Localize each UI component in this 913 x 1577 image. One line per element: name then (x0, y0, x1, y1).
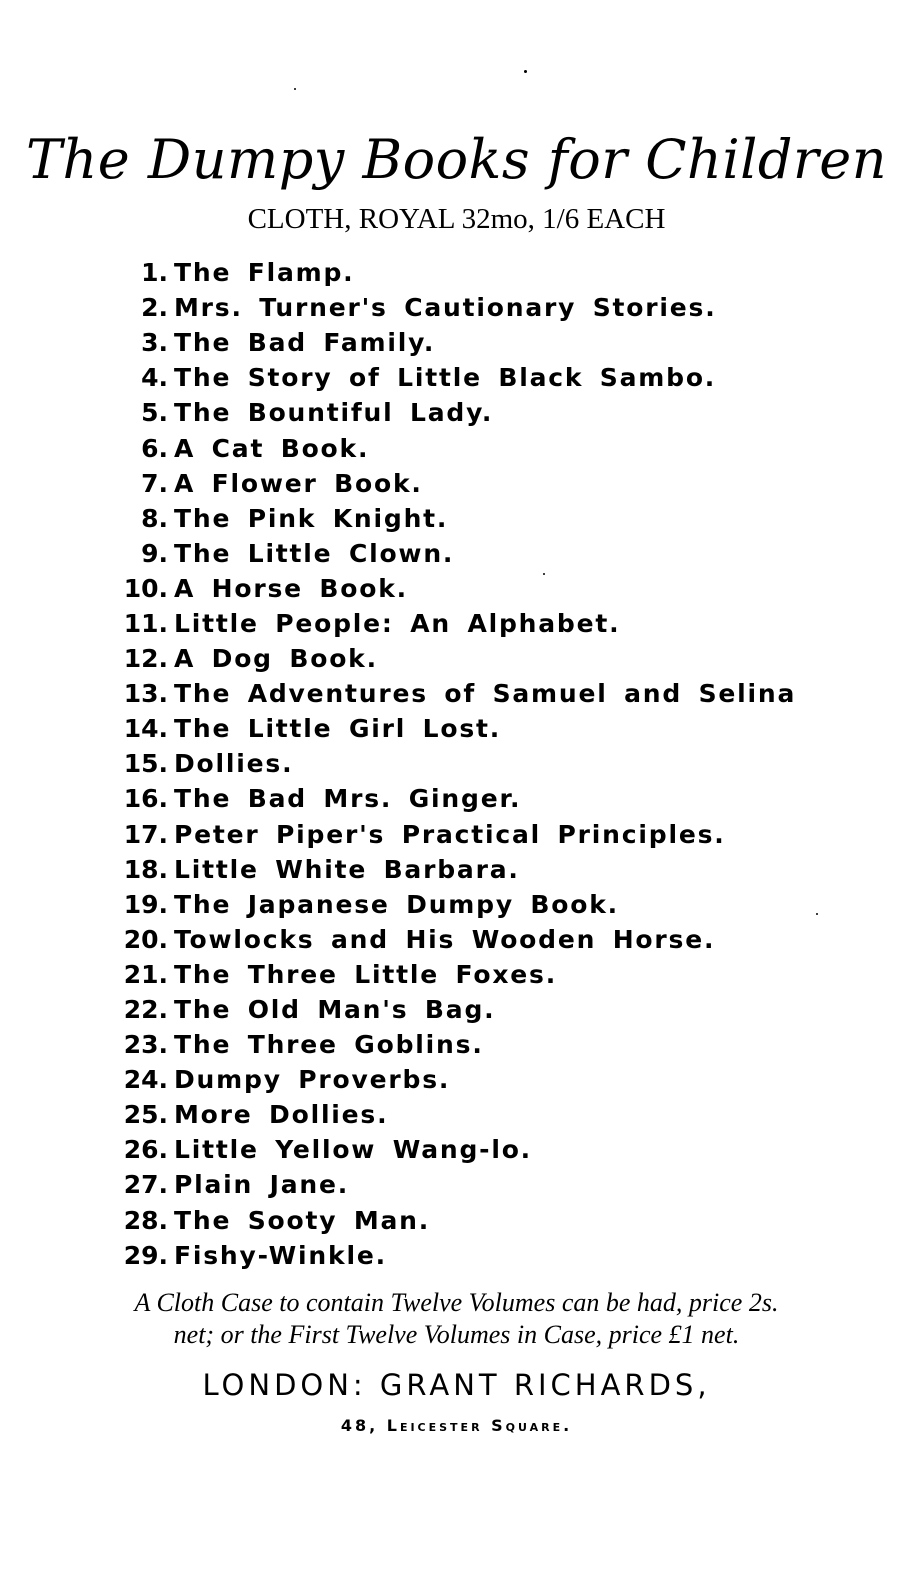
book-title: Dollies. (174, 749, 294, 779)
book-list-item (100, 536, 796, 571)
print-speck (816, 913, 818, 915)
book-title: Plain Jane. (174, 1170, 350, 1200)
book-number: 14. (123, 714, 168, 744)
book-number: 18. (123, 854, 168, 884)
book-number: 20. (123, 924, 168, 954)
book-number: 29. (123, 1240, 168, 1270)
book-title: The Sooty Man. (174, 1205, 431, 1235)
book-list-item (100, 571, 796, 606)
book-title: A Dog Book. (174, 644, 378, 674)
book-number: 11. (123, 608, 168, 638)
book-number: 15. (123, 749, 168, 779)
book-list-item (100, 922, 796, 957)
page-subtitle: CLOTH, ROYAL 32mo, 1/6 EACH (247, 203, 666, 235)
book-title: The Little Girl Lost. (174, 714, 502, 744)
book-list-item (100, 466, 796, 501)
book-list-item (100, 1062, 796, 1097)
book-number: 7. (141, 468, 168, 498)
book-number: 5. (141, 398, 168, 428)
book-title: The Bad Family. (174, 328, 436, 358)
book-number: 22. (123, 995, 168, 1025)
book-number: 9. (141, 538, 168, 568)
book-title: The Story of Little Black Sambo. (174, 363, 717, 393)
book-number: 23. (123, 1030, 168, 1060)
book-list-item (100, 1097, 796, 1132)
book-list-item (100, 255, 796, 290)
book-number: 6. (141, 433, 168, 463)
case-note (0, 1287, 913, 1351)
book-title: A Cat Book. (174, 433, 370, 463)
publisher-address: 48, Leicester Square. (340, 1416, 573, 1435)
page-title: The Dumpy Books for Children (26, 128, 887, 191)
book-title: The Flamp. (174, 258, 355, 288)
publisher-name: LONDON: GRANT RICHARDS, (202, 1368, 711, 1402)
book-list-item (100, 887, 796, 922)
book-title: Little Yellow Wang-lo. (174, 1135, 532, 1165)
book-list-item (100, 711, 796, 746)
book-list-item (100, 852, 796, 887)
book-number: 21. (123, 959, 168, 989)
book-title: The Little Clown. (174, 538, 455, 568)
book-list-item (100, 430, 796, 465)
book-title: The Japanese Dumpy Book. (174, 889, 619, 919)
book-list-item (100, 1238, 796, 1273)
print-speck (294, 88, 296, 90)
print-speck (524, 70, 527, 73)
book-list (100, 255, 796, 1273)
book-number: 16. (123, 784, 168, 814)
book-number: 12. (123, 644, 168, 674)
book-list-item (100, 1203, 796, 1238)
book-title: Peter Piper's Practical Principles. (174, 819, 726, 849)
book-list-item (100, 1027, 796, 1062)
book-number: 24. (123, 1065, 168, 1095)
book-list-item (100, 746, 796, 781)
case-note-line-1: A Cloth Case to contain Twelve Volumes can be had, price 2s. (134, 1288, 779, 1317)
book-title: Fishy-Winkle. (174, 1240, 387, 1270)
book-list-item (100, 676, 796, 711)
case-note-line-2: net; or the First Twelve Volumes in Case, price £1 net. (173, 1320, 740, 1349)
book-number: 1. (141, 258, 168, 288)
book-number: 2. (141, 293, 168, 323)
book-list-item (100, 781, 796, 816)
book-list-item (100, 395, 796, 430)
book-number: 4. (141, 363, 168, 393)
book-title: The Three Little Foxes. (174, 959, 558, 989)
book-list-item (100, 992, 796, 1027)
book-title: The Pink Knight. (174, 503, 449, 533)
book-list-item (100, 360, 796, 395)
book-number: 27. (123, 1170, 168, 1200)
book-number: 25. (123, 1100, 168, 1130)
book-list-item (100, 290, 796, 325)
book-title: A Flower Book. (174, 468, 423, 498)
book-title: Towlocks and His Wooden Horse. (174, 924, 716, 954)
book-title: The Adventures of Samuel and Selina (174, 679, 797, 709)
book-list-item (100, 606, 796, 641)
book-list-item (100, 957, 796, 992)
book-list-item (100, 641, 796, 676)
book-number: 26. (123, 1135, 168, 1165)
book-list-item (100, 325, 796, 360)
book-number: 28. (123, 1205, 168, 1235)
book-title: The Bountiful Lady. (174, 398, 494, 428)
book-title: The Bad Mrs. Ginger. (174, 784, 522, 814)
book-title: Little White Barbara. (174, 854, 520, 884)
book-number: 10. (123, 573, 168, 603)
book-number: 19. (123, 889, 168, 919)
book-title: Mrs. Turner's Cautionary Stories. (174, 293, 717, 323)
book-list-item (100, 817, 796, 852)
book-list-item (100, 1132, 796, 1167)
book-title: The Three Goblins. (174, 1030, 484, 1060)
book-title: Little People: An Alphabet. (174, 608, 621, 638)
book-title: More Dollies. (174, 1100, 389, 1130)
book-number: 17. (123, 819, 168, 849)
book-number: 13. (123, 679, 168, 709)
book-title: A Horse Book. (174, 573, 408, 603)
book-list-item (100, 501, 796, 536)
book-list-item (100, 1167, 796, 1202)
book-title: The Old Man's Bag. (174, 995, 496, 1025)
book-number: 8. (141, 503, 168, 533)
book-number: 3. (141, 328, 168, 358)
book-title: Dumpy Proverbs. (174, 1065, 451, 1095)
